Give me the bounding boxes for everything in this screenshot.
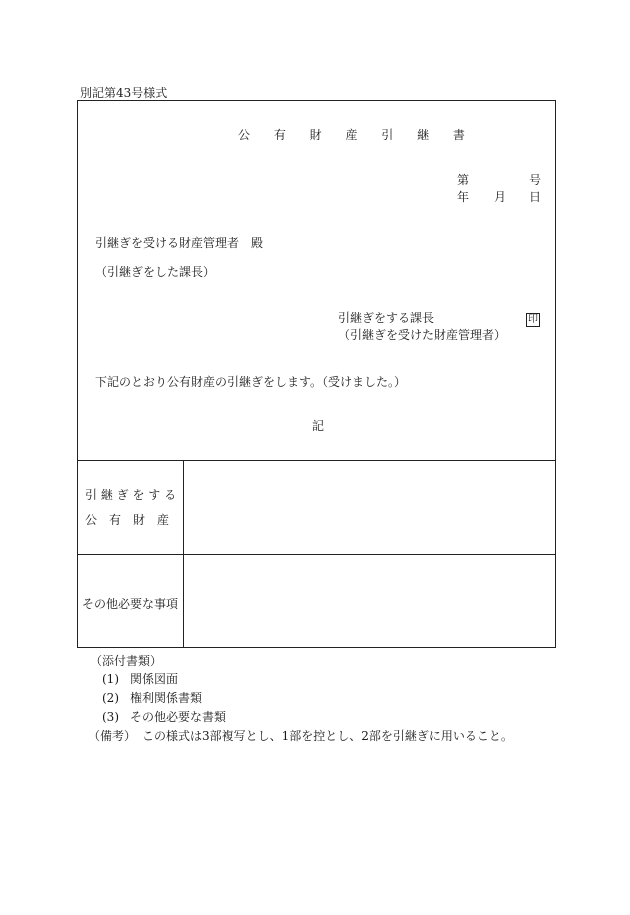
number-go: 号 [529,173,542,187]
date-month: 月 [494,190,507,204]
attachment-item-2-num: (2) [102,691,119,705]
seal-icon: 印 [528,314,538,325]
form-box [77,100,556,648]
table-divider-middle [78,554,555,555]
number-dai: 第 [457,173,470,187]
date-day: 日 [529,190,542,204]
table-divider-top [78,460,555,461]
attachments-header: （添付書類） [90,654,163,668]
ki-label: 記 [312,419,325,433]
attachment-item-1-num: (1) [102,672,119,686]
form-number-label: 別記第43号様式 [80,86,168,100]
statement: 下記のとおり公有財産の引継ぎをします。（受けました。） [95,375,407,389]
attachment-item-3-num: (3) [102,710,119,724]
remark: （備考） この様式は3部複写とし、1部を控とし、2部を引継ぎに用いること。 [88,729,513,743]
date-year: 年 [457,190,470,204]
attachment-item-3-text: その他必要な書類 [130,710,227,724]
attachment-item-2-text: 権利関係書類 [130,691,203,705]
recipient-note: （引継ぎをした課長） [95,265,216,279]
row1-label-line1: 引 継 ぎ を す る [85,488,177,502]
attachment-item-1-text: 関係図面 [130,672,179,686]
document-title: 公 有 財 産 引 継 書 [238,128,475,142]
seal-mark [526,312,540,327]
sender-note: （引継ぎを受けた財産管理者） [338,328,507,342]
sender-line: 引継ぎをする課長 [338,311,435,325]
row2-label: その他必要な事項 [82,597,179,611]
recipient-line: 引継ぎを受ける財産管理者 殿 [95,236,264,250]
row1-label-line2: 公 有 財 産 [85,513,170,527]
table-column-divider [183,460,184,648]
